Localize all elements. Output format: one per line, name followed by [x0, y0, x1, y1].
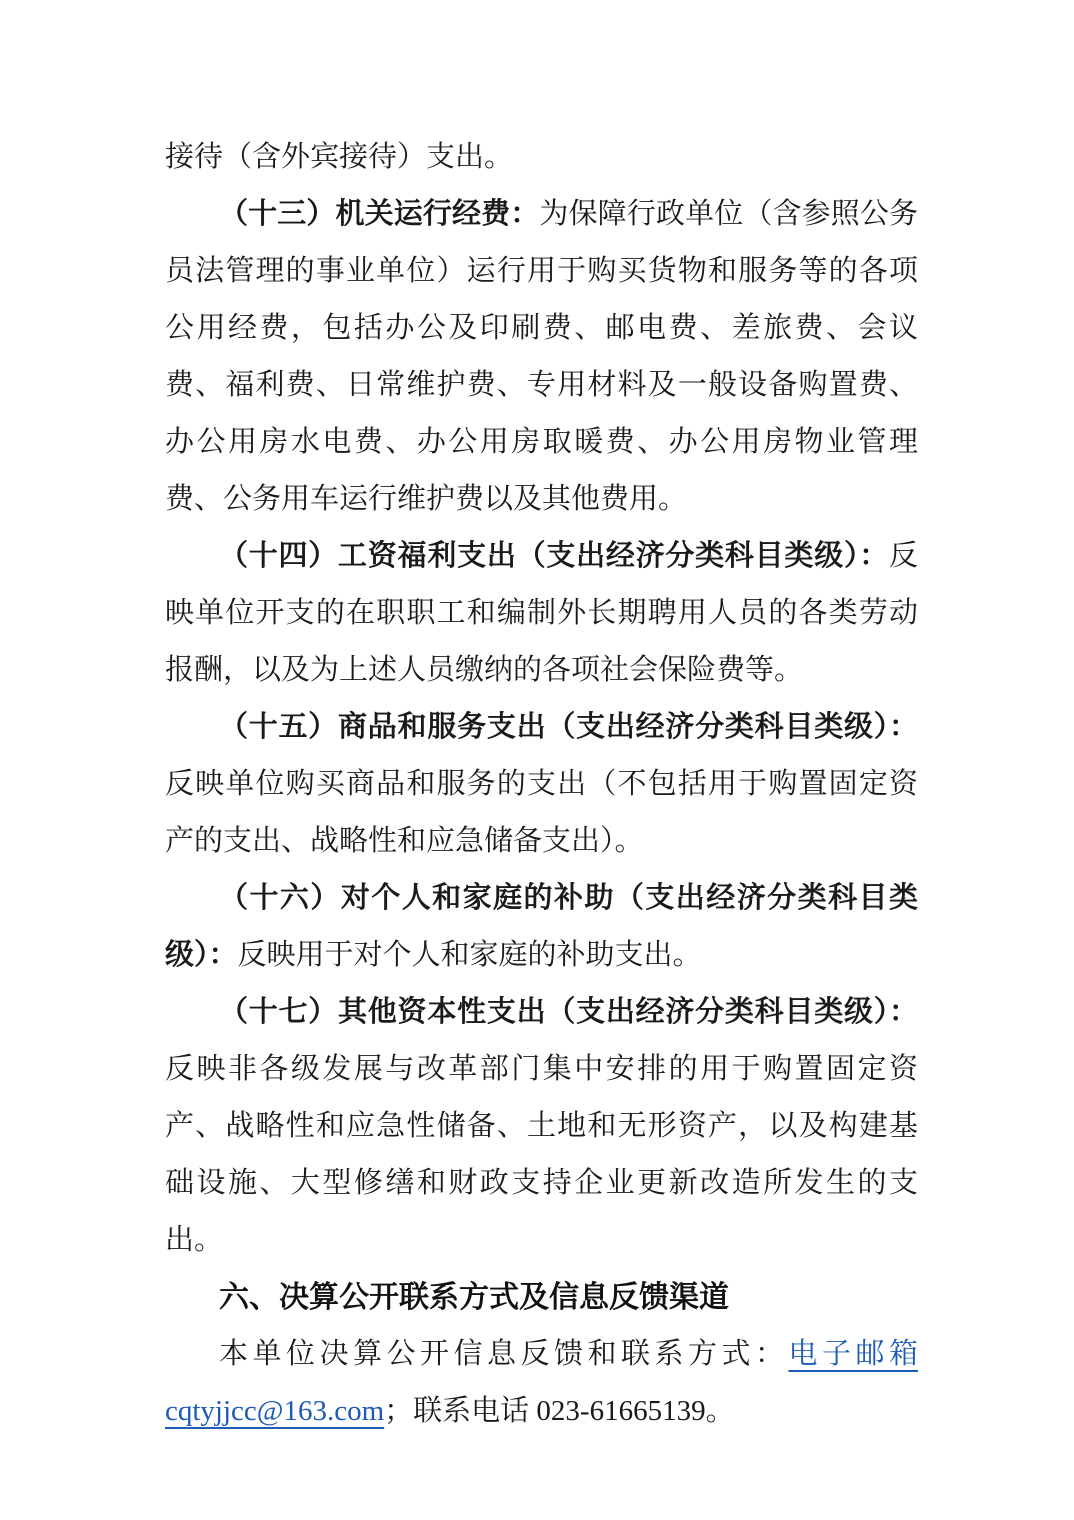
- paragraph-clause-14: [165, 528, 918, 699]
- paragraph-contact: [165, 1326, 918, 1440]
- email-link[interactable]: 电子邮箱cqtyjjcc@163.com: [165, 1338, 918, 1427]
- clause-body: 反映用于对个人和家庭的补助支出。: [237, 939, 702, 971]
- clause-label: （十五）商品和服务支出（支出经济分类科目类级）：: [219, 711, 918, 743]
- clause-body: 为保障行政单位（含参照公务员法管理的事业单位）运行用于购买货物和服务等的各项公用经费，包括办公及印刷费、邮电费、差旅费、会议费、福利费、日常维护费、专用材料及一般设备购置费、办公用房水电费、办公用房取暖费、办公用房物业管理费、公务用车运行维护费以及其他费用。: [165, 198, 918, 515]
- paragraph-clause-17: [165, 984, 918, 1269]
- contact-phone-text: ；联系电话 023-61665139。: [384, 1395, 735, 1427]
- section-heading-six: 六、决算公开联系方式及信息反馈渠道: [219, 1281, 729, 1314]
- paragraph-clause-13: [165, 186, 918, 528]
- clause-body: 反映单位购买商品和服务的支出（不包括用于购置固定资产的支出、战略性和应急储备支出）。: [165, 768, 918, 857]
- paragraph-clause-16: [165, 870, 918, 984]
- clause-label: （十三）机关运行经费：: [219, 198, 540, 230]
- clause-label: （十七）其他资本性支出（支出经济分类科目类级）：: [219, 996, 918, 1028]
- clause-label: （十六）对个人和家庭的补助（支出经济分类科目类级）：: [165, 882, 918, 971]
- paragraph-clause-15: [165, 699, 918, 870]
- clause-body: 反映单位开支的在职职工和编制外长期聘用人员的各类劳动报酬，以及为上述人员缴纳的各项社会保险费等。: [165, 540, 918, 686]
- paragraph-text: 接待（含外宾接待）支出。: [165, 141, 514, 173]
- contact-text: 本单位决算公开信息反馈和联系方式：: [219, 1338, 789, 1370]
- clause-label: （十四）工资福利支出（支出经济分类科目类级）：: [219, 540, 889, 572]
- paragraph-continued: [165, 129, 918, 186]
- clause-body: 反映非各级发展与改革部门集中安排的用于购置固定资产、战略性和应急性储备、土地和无形资产，以及构建基础设施、大型修缮和财政支持企业更新改造所发生的支出。: [165, 1053, 918, 1256]
